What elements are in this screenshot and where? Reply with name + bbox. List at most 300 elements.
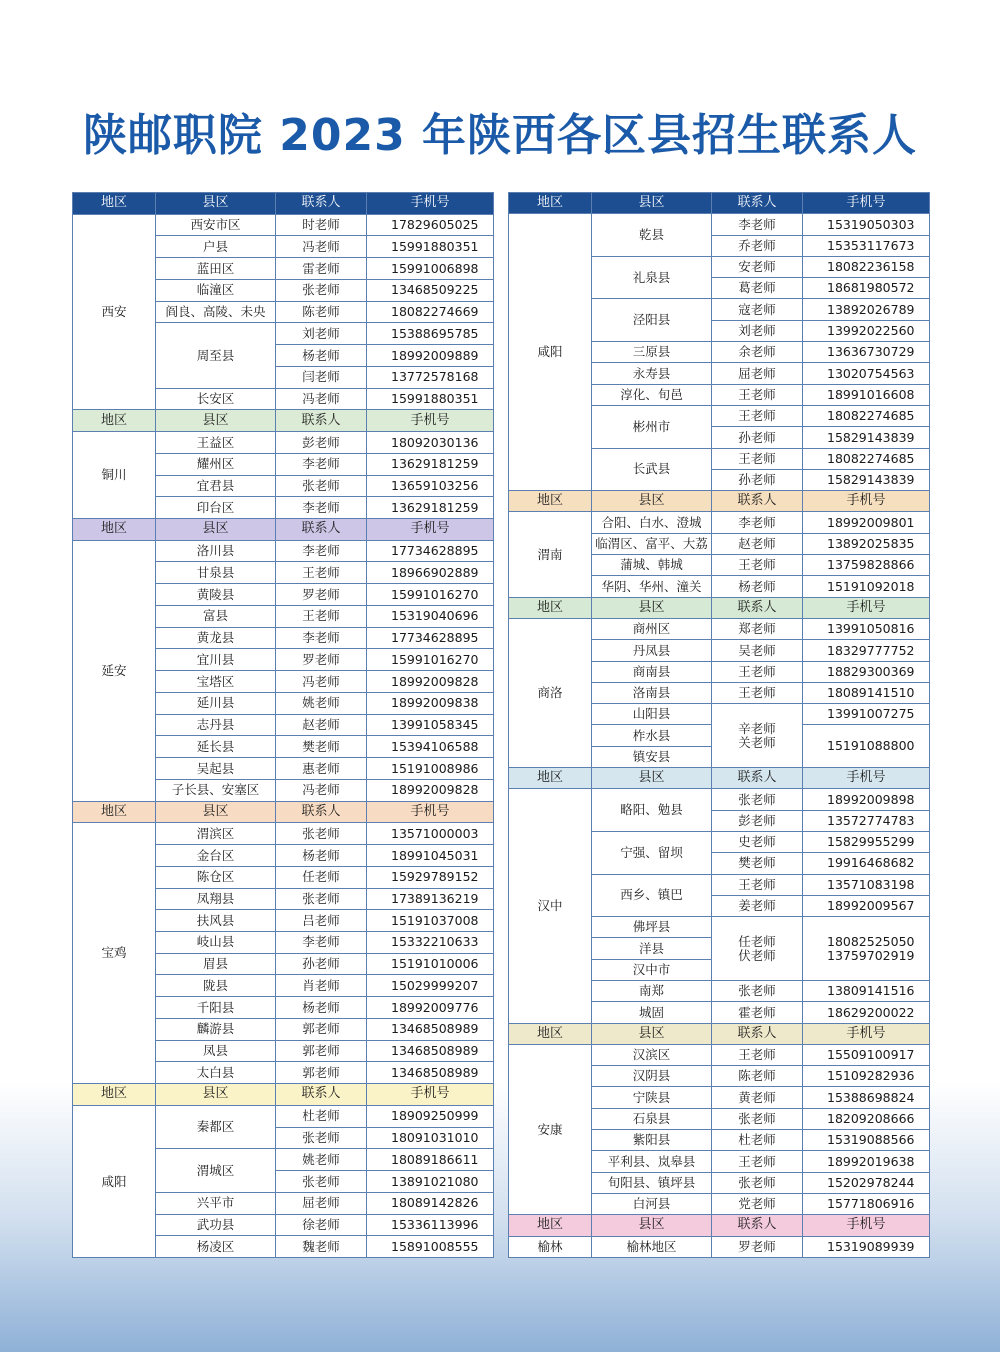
contact-cell: 彭老师: [276, 432, 367, 454]
phone-cell: 15991006898: [367, 258, 494, 280]
header-phone: 手机号: [367, 410, 494, 432]
contact-cell: 屈老师: [276, 1192, 367, 1214]
phone-cell: 15353117673: [803, 235, 930, 256]
header-contact: 联系人: [276, 193, 367, 215]
phone-cell: 17389136219: [367, 888, 494, 910]
contact-cell: 杨老师: [276, 845, 367, 867]
phone-cell: 18966902889: [367, 562, 494, 584]
county-cell: 阎良、高陵、未央: [156, 301, 276, 323]
phone-cell: 13468508989: [367, 1040, 494, 1062]
phone-cell: 18329777752: [803, 640, 930, 661]
contact-cell: 王老师: [712, 682, 803, 703]
contact-cell: 时老师: [276, 214, 367, 236]
phone-cell: 18992019638: [803, 1151, 930, 1172]
phone-cell: 18992009801: [803, 512, 930, 533]
contact-cell: 孙老师: [712, 469, 803, 490]
contact-cell: 吕老师: [276, 910, 367, 932]
contact-cell: 杨老师: [276, 997, 367, 1019]
phone-cell: 13892026789: [803, 299, 930, 320]
county-cell: 略阳、勉县: [592, 789, 712, 832]
county-cell: 西乡、镇巴: [592, 874, 712, 917]
table-row: [73, 432, 494, 454]
phone-cell: 18992009898: [803, 789, 930, 810]
phone-cell: 15319088566: [803, 1130, 930, 1151]
phone-cell: 13571000003: [367, 823, 494, 845]
phone-cell: 13468508989: [367, 1062, 494, 1084]
contact-cell: 王老师: [712, 1151, 803, 1172]
header-county: 县区: [592, 1215, 712, 1236]
header-contact: 联系人: [712, 1215, 803, 1236]
county-cell: 平利县、岚皋县: [592, 1151, 712, 1172]
table-row: [509, 618, 930, 639]
county-cell: 耀州区: [156, 453, 276, 475]
county-cell: 陈仓区: [156, 866, 276, 888]
phone-cell: 15191092018: [803, 576, 930, 597]
county-cell: 紫阳县: [592, 1130, 712, 1151]
county-cell: 临渭区、富平、大荔: [592, 533, 712, 554]
contact-cell: 徐老师: [276, 1214, 367, 1236]
section-header-row: [73, 410, 494, 432]
header-contact: 联系人: [712, 597, 803, 618]
contact-cell: 孙老师: [276, 953, 367, 975]
header-contact: 联系人: [712, 491, 803, 512]
phone-cell: 18992009828: [367, 779, 494, 801]
contact-cell: 王老师: [276, 605, 367, 627]
county-cell: 汉中市: [592, 959, 712, 980]
contact-cell: 张老师: [276, 475, 367, 497]
county-cell: 乾县: [592, 214, 712, 257]
county-cell: 扶风县: [156, 910, 276, 932]
contact-cell: 任老师 伏老师: [712, 917, 803, 981]
contact-cell: 罗老师: [276, 649, 367, 671]
phone-cell: 18681980572: [803, 278, 930, 299]
section-header-row: [73, 1084, 494, 1106]
county-cell: 岐山县: [156, 931, 276, 953]
region-cell: 宝鸡: [73, 823, 156, 1084]
header-county: 县区: [156, 193, 276, 215]
contact-cell: 孙老师: [712, 427, 803, 448]
phone-cell: 18089141510: [803, 682, 930, 703]
contact-cell: 张老师: [276, 888, 367, 910]
phone-cell: 15991880351: [367, 236, 494, 258]
table-row: [509, 789, 930, 810]
region-cell: 铜川: [73, 432, 156, 519]
county-cell: 黄龙县: [156, 627, 276, 649]
contacts-table-left-body: [73, 193, 494, 1258]
county-cell: 淳化、旬邑: [592, 384, 712, 405]
table-row: [509, 1236, 930, 1257]
table-row: [73, 823, 494, 845]
phone-cell: 13891021080: [367, 1171, 494, 1193]
section-header-row: [509, 768, 930, 789]
county-cell: 宝塔区: [156, 671, 276, 693]
header-county: 县区: [156, 519, 276, 541]
contact-cell: 王老师: [712, 1044, 803, 1065]
phone-cell: 18992009838: [367, 692, 494, 714]
contact-cell: 冯老师: [276, 779, 367, 801]
phone-cell: 15388695785: [367, 323, 494, 345]
contact-cell: 李老师: [276, 627, 367, 649]
phone-cell: 17734628895: [367, 627, 494, 649]
county-cell: 富县: [156, 605, 276, 627]
region-cell: 西安: [73, 214, 156, 410]
phone-cell: 18089142826: [367, 1192, 494, 1214]
contact-cell: 张老师: [276, 1171, 367, 1193]
contact-cell: 樊老师: [712, 853, 803, 874]
contact-cell: 王老师: [712, 555, 803, 576]
region-cell: 延安: [73, 540, 156, 801]
contacts-table-right: [508, 192, 930, 1258]
contact-cell: 杜老师: [712, 1130, 803, 1151]
phone-cell: 18092030136: [367, 432, 494, 454]
contact-cell: 王老师: [712, 384, 803, 405]
header-region: 地区: [73, 519, 156, 541]
county-cell: 临潼区: [156, 279, 276, 301]
phone-cell: 18992009567: [803, 895, 930, 916]
phone-cell: 15991016270: [367, 649, 494, 671]
contact-cell: 王老师: [712, 448, 803, 469]
header-county: 县区: [592, 597, 712, 618]
phone-cell: 15191010006: [367, 953, 494, 975]
phone-cell: 13772578168: [367, 366, 494, 388]
table-row: [73, 214, 494, 236]
region-cell: 咸阳: [73, 1105, 156, 1257]
phone-cell: 18992009889: [367, 345, 494, 367]
contact-cell: 霍老师: [712, 1002, 803, 1023]
county-cell: 宜川县: [156, 649, 276, 671]
contact-cell: 赵老师: [276, 714, 367, 736]
contact-cell: 李老师: [276, 497, 367, 519]
contact-cell: 余老师: [712, 342, 803, 363]
contact-cell: 冯老师: [276, 236, 367, 258]
header-region: 地区: [73, 1084, 156, 1106]
phone-cell: 18992009828: [367, 671, 494, 693]
phone-cell: 15509100917: [803, 1044, 930, 1065]
phone-cell: 15991016270: [367, 584, 494, 606]
header-phone: 手机号: [367, 193, 494, 215]
header-county: 县区: [592, 768, 712, 789]
county-cell: 西安市区: [156, 214, 276, 236]
contact-cell: 樊老师: [276, 736, 367, 758]
phone-cell: 15336113996: [367, 1214, 494, 1236]
phone-cell: 15388698824: [803, 1087, 930, 1108]
contact-cell: 王老师: [712, 405, 803, 426]
contact-cell: 史老师: [712, 831, 803, 852]
header-contact: 联系人: [712, 768, 803, 789]
phone-cell: 15394106588: [367, 736, 494, 758]
contacts-table-left: [72, 192, 494, 1258]
contact-cell: 郭老师: [276, 1018, 367, 1040]
phone-cell: 13636730729: [803, 342, 930, 363]
phone-cell: 15929789152: [367, 866, 494, 888]
contact-cell: 罗老师: [276, 584, 367, 606]
contact-cell: 张老师: [276, 1127, 367, 1149]
contact-cell: 魏老师: [276, 1236, 367, 1258]
header-county: 县区: [156, 1084, 276, 1106]
contact-cell: 郭老师: [276, 1040, 367, 1062]
contact-cell: 冯老师: [276, 388, 367, 410]
county-cell: 商州区: [592, 618, 712, 639]
contact-cell: 郑老师: [712, 618, 803, 639]
county-cell: 长安区: [156, 388, 276, 410]
phone-cell: 15191008986: [367, 758, 494, 780]
phone-cell: 18082525050 13759702919: [803, 917, 930, 981]
county-cell: 城固: [592, 1002, 712, 1023]
contact-cell: 赵老师: [712, 533, 803, 554]
contact-cell: 李老师: [276, 931, 367, 953]
county-cell: 商南县: [592, 661, 712, 682]
contact-cell: 王老师: [712, 661, 803, 682]
county-cell: 佛坪县: [592, 917, 712, 938]
county-cell: 吴起县: [156, 758, 276, 780]
header-county: 县区: [156, 410, 276, 432]
section-header-row: [509, 1023, 930, 1044]
county-cell: 王益区: [156, 432, 276, 454]
contact-cell: 杨老师: [712, 576, 803, 597]
phone-cell: 18991045031: [367, 845, 494, 867]
county-cell: 宜君县: [156, 475, 276, 497]
page-title: 陕邮职院 2023 年陕西各区县招生联系人: [82, 110, 918, 161]
table-header-row: [509, 193, 930, 214]
county-cell: 南郑: [592, 980, 712, 1001]
county-cell: 丹凤县: [592, 640, 712, 661]
phone-cell: 13809141516: [803, 980, 930, 1001]
county-cell: 石泉县: [592, 1108, 712, 1129]
county-cell: 三原县: [592, 342, 712, 363]
phone-cell: 13759828866: [803, 555, 930, 576]
header-county: 县区: [592, 193, 712, 214]
header-region: 地区: [509, 768, 592, 789]
phone-cell: 15829143839: [803, 469, 930, 490]
header-county: 县区: [592, 491, 712, 512]
header-phone: 手机号: [803, 768, 930, 789]
header-phone: 手机号: [803, 597, 930, 618]
county-cell: 陇县: [156, 975, 276, 997]
contact-cell: 寇老师: [712, 299, 803, 320]
section-header-row: [73, 519, 494, 541]
phone-cell: 15891008555: [367, 1236, 494, 1258]
county-cell: 千阳县: [156, 997, 276, 1019]
contact-cell: 陈老师: [712, 1066, 803, 1087]
table-row: [509, 512, 930, 533]
county-cell: 宁强、留坝: [592, 831, 712, 874]
region-cell: 安康: [509, 1044, 592, 1214]
county-cell: 甘泉县: [156, 562, 276, 584]
header-phone: 手机号: [367, 1084, 494, 1106]
county-cell: 麟游县: [156, 1018, 276, 1040]
phone-cell: 15319040696: [367, 605, 494, 627]
contact-cell: 张老师: [276, 279, 367, 301]
phone-cell: 18992009776: [367, 997, 494, 1019]
phone-cell: 17829605025: [367, 214, 494, 236]
contact-cell: 姜老师: [712, 895, 803, 916]
county-cell: 周至县: [156, 323, 276, 388]
header-region: 地区: [509, 1215, 592, 1236]
region-cell: 榆林: [509, 1236, 592, 1257]
contact-cell: 李老师: [276, 453, 367, 475]
phone-cell: 13892025835: [803, 533, 930, 554]
contact-cell: 刘老师: [276, 323, 367, 345]
county-cell: 杨凌区: [156, 1236, 276, 1258]
phone-cell: 13991050816: [803, 618, 930, 639]
phone-cell: 13629181259: [367, 453, 494, 475]
region-cell: 咸阳: [509, 214, 592, 491]
county-cell: 汉阴县: [592, 1066, 712, 1087]
contact-cell: 安老师: [712, 256, 803, 277]
header-region: 地区: [509, 597, 592, 618]
phone-cell: 13468509225: [367, 279, 494, 301]
header-contact: 联系人: [276, 1084, 367, 1106]
header-contact: 联系人: [712, 193, 803, 214]
county-cell: 洛南县: [592, 682, 712, 703]
header-region: 地区: [509, 1023, 592, 1044]
contact-cell: 张老师: [712, 980, 803, 1001]
contact-cell: 彭老师: [712, 810, 803, 831]
phone-cell: 15771806916: [803, 1193, 930, 1214]
contact-cell: 葛老师: [712, 278, 803, 299]
contact-cell: 辛老师 关老师: [712, 704, 803, 768]
county-cell: 山阳县: [592, 704, 712, 725]
header-contact: 联系人: [276, 519, 367, 541]
phone-cell: 13629181259: [367, 497, 494, 519]
county-cell: 榆林地区: [592, 1236, 712, 1257]
county-cell: 白河县: [592, 1193, 712, 1214]
county-cell: 宁陕县: [592, 1087, 712, 1108]
header-region: 地区: [509, 193, 592, 214]
county-cell: 华阴、华州、潼关: [592, 576, 712, 597]
phone-cell: 13659103256: [367, 475, 494, 497]
county-cell: 蒲城、韩城: [592, 555, 712, 576]
county-cell: 长武县: [592, 448, 712, 491]
county-cell: 户县: [156, 236, 276, 258]
county-cell: 志丹县: [156, 714, 276, 736]
phone-cell: 15029999207: [367, 975, 494, 997]
phone-cell: 18629200022: [803, 1002, 930, 1023]
phone-cell: 15332210633: [367, 931, 494, 953]
contact-cell: 李老师: [712, 512, 803, 533]
county-cell: 黄陵县: [156, 584, 276, 606]
header-phone: 手机号: [803, 1023, 930, 1044]
county-cell: 兴平市: [156, 1192, 276, 1214]
header-region: 地区: [509, 491, 592, 512]
header-region: 地区: [73, 410, 156, 432]
county-cell: 旬阳县、镇坪县: [592, 1172, 712, 1193]
header-contact: 联系人: [712, 1023, 803, 1044]
county-cell: 渭城区: [156, 1149, 276, 1192]
county-cell: 合阳、白水、澄城: [592, 512, 712, 533]
phone-cell: 15191088800: [803, 725, 930, 768]
header-contact: 联系人: [276, 801, 367, 823]
county-cell: 镇安县: [592, 746, 712, 767]
phone-cell: 18089186611: [367, 1149, 494, 1171]
phone-cell: 18091031010: [367, 1127, 494, 1149]
county-cell: 凤翔县: [156, 888, 276, 910]
table-row: [509, 214, 930, 235]
contact-cell: 党老师: [712, 1193, 803, 1214]
section-header-row: [509, 1215, 930, 1236]
phone-cell: 19916468682: [803, 853, 930, 874]
contact-cell: 陈老师: [276, 301, 367, 323]
region-cell: 汉中: [509, 789, 592, 1023]
contact-cell: 肖老师: [276, 975, 367, 997]
contact-cell: 郭老师: [276, 1062, 367, 1084]
phone-cell: 13992022560: [803, 320, 930, 341]
phone-cell: 18082274669: [367, 301, 494, 323]
contacts-table-right-body: [509, 193, 930, 1258]
contact-cell: 姚老师: [276, 1149, 367, 1171]
county-cell: 蓝田区: [156, 258, 276, 280]
header-contact: 联系人: [276, 410, 367, 432]
phone-cell: 18082274685: [803, 448, 930, 469]
table-row: [509, 1044, 930, 1065]
phone-cell: 13991058345: [367, 714, 494, 736]
phone-cell: 15829143839: [803, 427, 930, 448]
phone-cell: 15202978244: [803, 1172, 930, 1193]
phone-cell: 13468508989: [367, 1018, 494, 1040]
county-cell: 延川县: [156, 692, 276, 714]
section-header-row: [509, 597, 930, 618]
county-cell: 武功县: [156, 1214, 276, 1236]
contact-cell: 刘老师: [712, 320, 803, 341]
contact-cell: 乔老师: [712, 235, 803, 256]
phone-cell: 18082236158: [803, 256, 930, 277]
section-header-row: [73, 801, 494, 823]
header-phone: 手机号: [367, 801, 494, 823]
phone-cell: 13571083198: [803, 874, 930, 895]
contact-cell: 杜老师: [276, 1105, 367, 1127]
county-cell: 泾阳县: [592, 299, 712, 342]
header-county: 县区: [592, 1023, 712, 1044]
contact-cell: 任老师: [276, 866, 367, 888]
header-phone: 手机号: [803, 1215, 930, 1236]
header-region: 地区: [73, 193, 156, 215]
header-county: 县区: [156, 801, 276, 823]
header-phone: 手机号: [367, 519, 494, 541]
header-phone: 手机号: [803, 491, 930, 512]
contact-cell: 罗老师: [712, 1236, 803, 1257]
region-cell: 渭南: [509, 512, 592, 597]
table-row: [73, 540, 494, 562]
contact-cell: 杨老师: [276, 345, 367, 367]
header-region: 地区: [73, 801, 156, 823]
contact-cell: 黄老师: [712, 1087, 803, 1108]
contact-cell: 冯老师: [276, 671, 367, 693]
phone-cell: 15319089939: [803, 1236, 930, 1257]
contact-cell: 张老师: [276, 823, 367, 845]
county-cell: 洋县: [592, 938, 712, 959]
phone-cell: 15191037008: [367, 910, 494, 932]
phone-cell: 17734628895: [367, 540, 494, 562]
contact-cell: 张老师: [712, 1108, 803, 1129]
county-cell: 汉滨区: [592, 1044, 712, 1065]
contact-cell: 王老师: [712, 874, 803, 895]
county-cell: 眉县: [156, 953, 276, 975]
county-cell: 礼泉县: [592, 256, 712, 299]
contact-cell: 张老师: [712, 789, 803, 810]
county-cell: 凤县: [156, 1040, 276, 1062]
phone-cell: 18829300369: [803, 661, 930, 682]
county-cell: 洛川县: [156, 540, 276, 562]
contact-cell: 王老师: [276, 562, 367, 584]
contact-cell: 闫老师: [276, 366, 367, 388]
section-header-row: [509, 491, 930, 512]
county-cell: 永寿县: [592, 363, 712, 384]
contact-cell: 屈老师: [712, 363, 803, 384]
phone-cell: 15319050303: [803, 214, 930, 235]
phone-cell: 13020754563: [803, 363, 930, 384]
county-cell: 太白县: [156, 1062, 276, 1084]
phone-cell: 18909250999: [367, 1105, 494, 1127]
